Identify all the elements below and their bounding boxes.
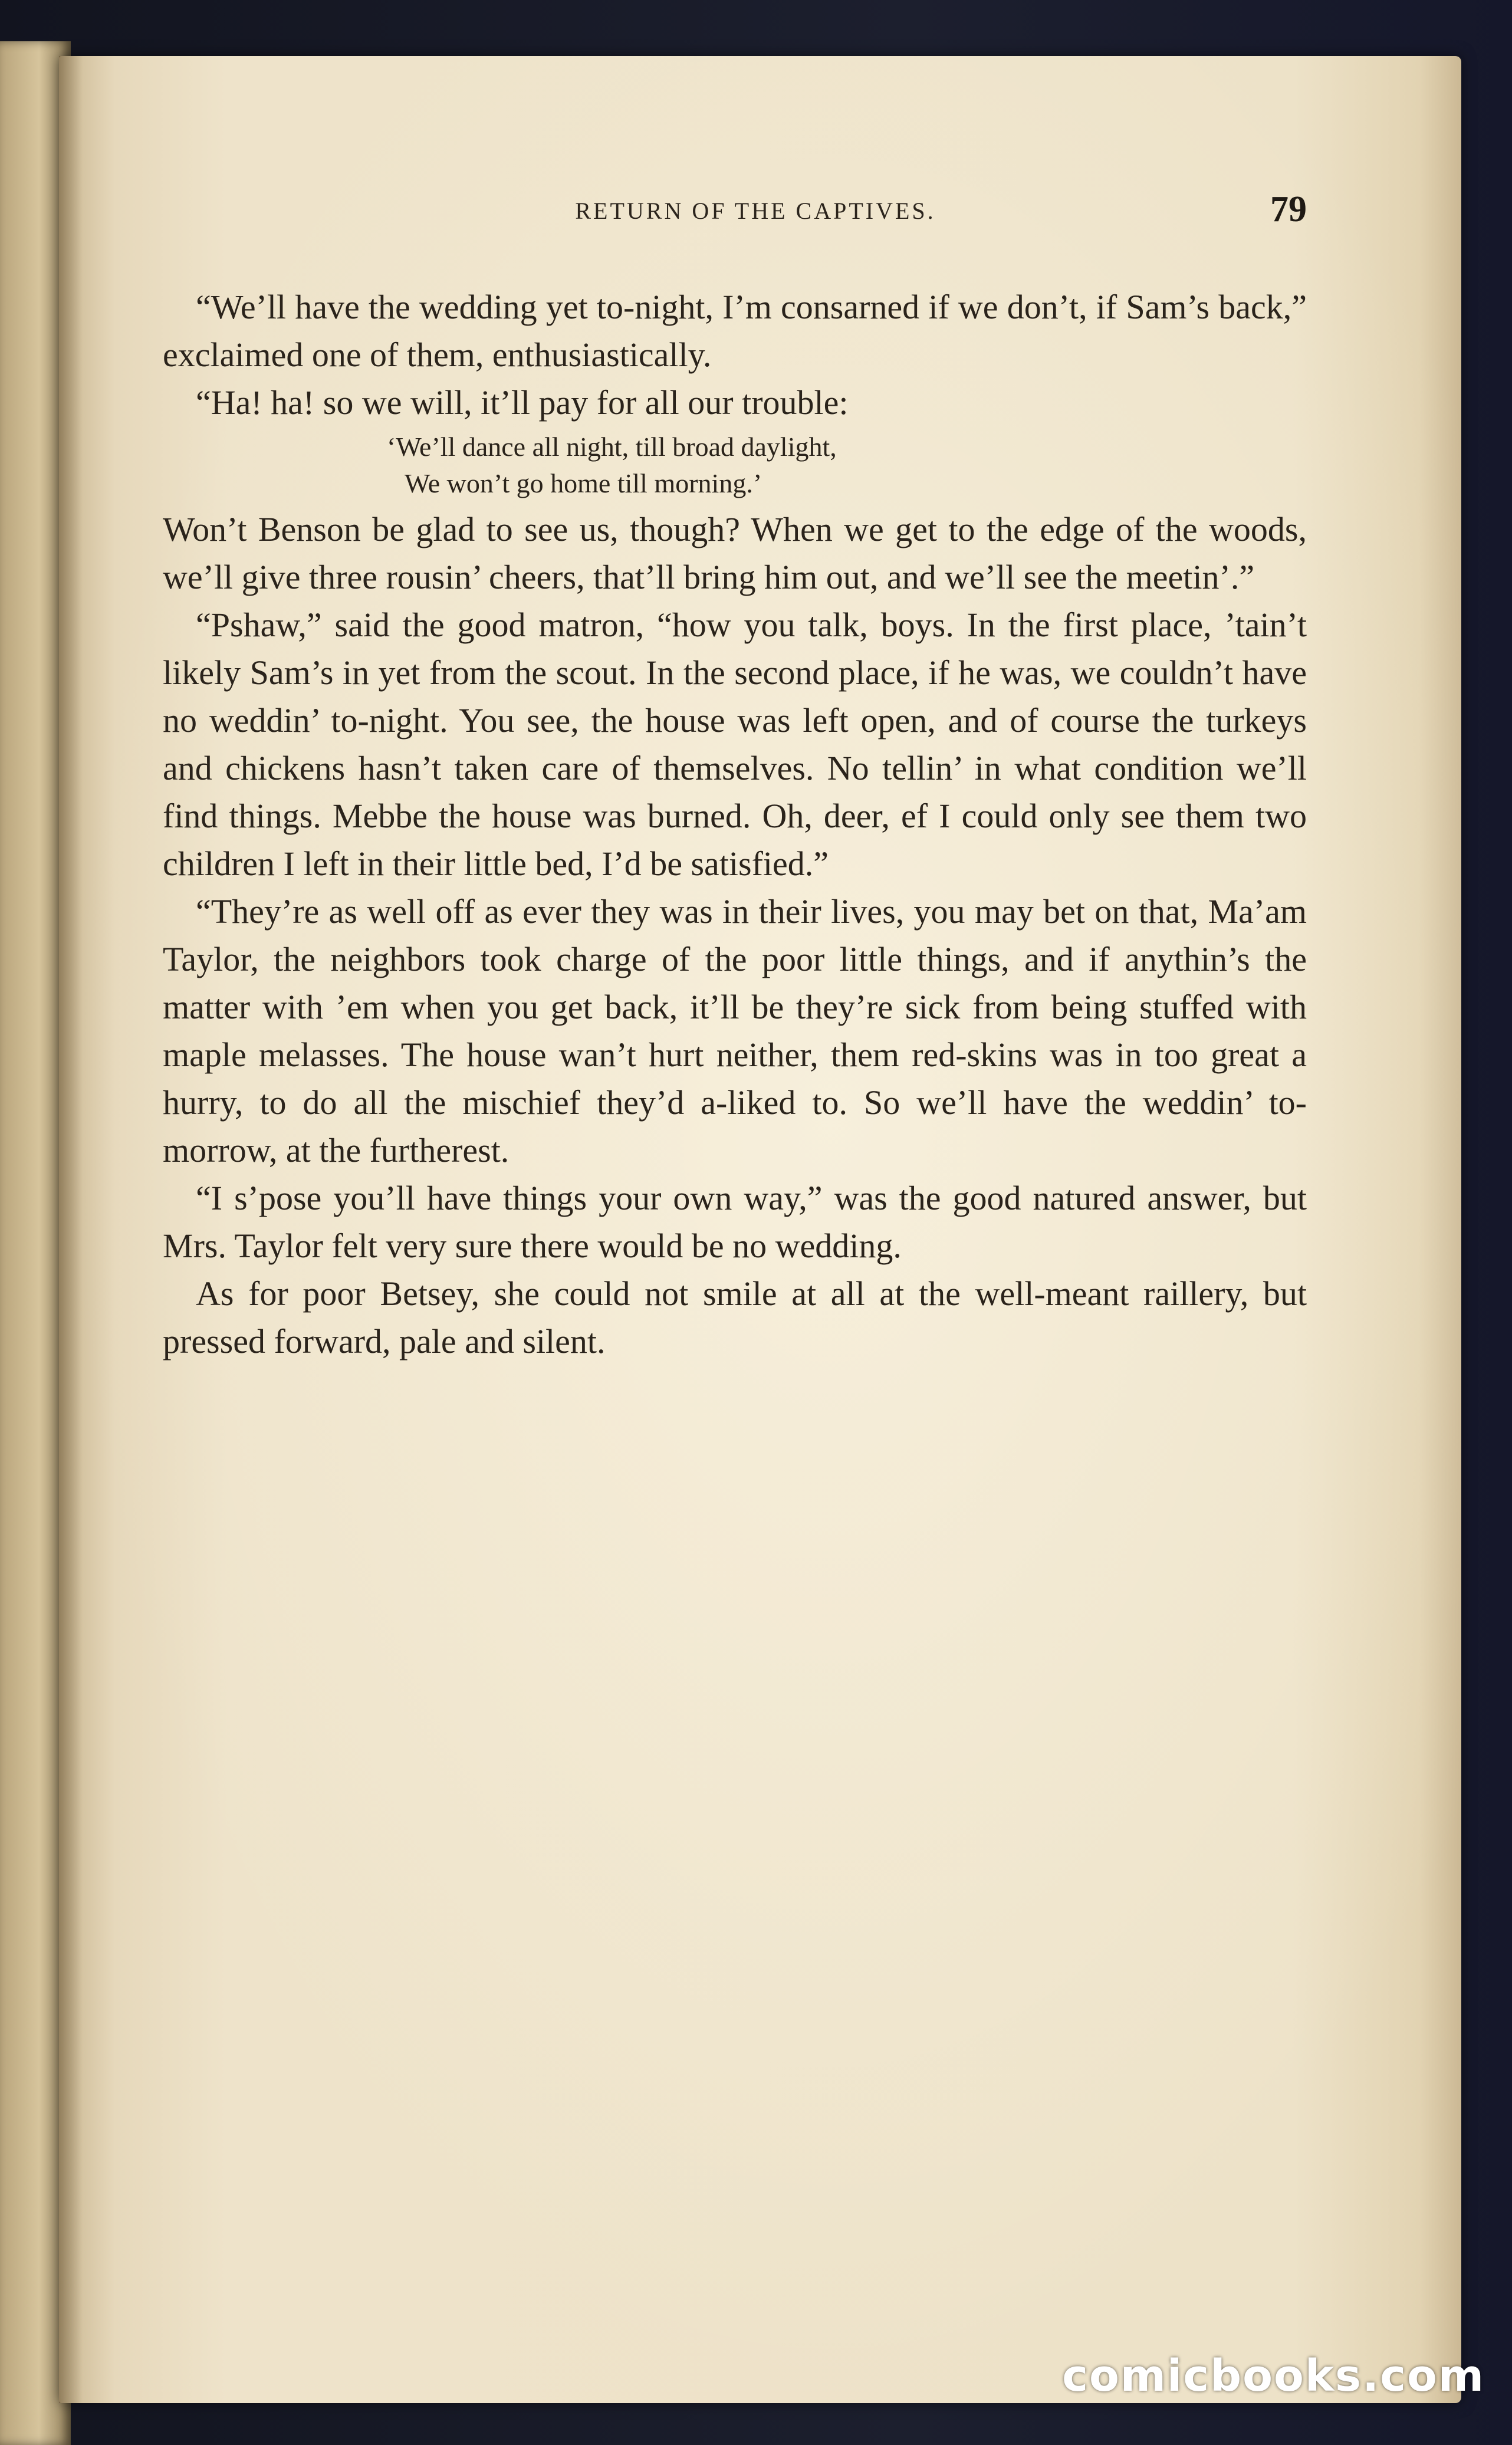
paragraph-2: “Ha! ha! so we will, it’ll pay for all our trouble:: [196, 383, 849, 422]
page-gutter-shadow: [59, 56, 83, 2403]
song-verse: [163, 429, 1307, 502]
paragraph-4: “Pshaw,” said the good matron, “how you talk, boys. In the first place, ’tain’t likely Sam’s in yet from the scout. In the second place, if he was, we couldn’t have no weddin’ to-night. You see, the house was left open, and of course the turkeys and chickens hasn’t taken care of themselves. No tellin’ in what condition we’ll find things. Mebbe the house was burned. Oh, deer, ef I could only see them two children I left in their little bed, I’d be satisfied.”: [163, 606, 1307, 883]
verse-line-1: ‘We’ll dance all night, till broad daylight,: [387, 432, 837, 462]
verse-line-2: We won’t go home till morning.’: [405, 468, 762, 498]
paragraph-3: Won’t Benson be glad to see us, though? When we get to the edge of the woods, we’ll give three rousin’ cheers, that’ll bring him out, and we’ll see the meetin’.”: [163, 510, 1307, 596]
paragraph-5: “They’re as well off as ever they was in their lives, you may bet on that, Ma’am Taylor, the neighbors took charge of the poor little things, and if anythin’s the matter with ’em when you get back, it’ll be they’re sick from being stuffed with maple melasses. The house wan’t hurt neither, them red-skins was in too great a hurry, to do all the mischief they’d a-liked to. So we’ll have the weddin’ to-morrow, at the furtherest.: [163, 892, 1307, 1169]
running-head: RETURN OF THE CAPTIVES.: [575, 198, 936, 224]
page-header: [163, 189, 1307, 236]
body-text: [163, 283, 1307, 1365]
site-watermark: comicbooks.com: [1062, 2351, 1485, 2401]
paragraph-7: As for poor Betsey, she could not smile at all at the well-meant raillery, but pressed forward, pale and silent.: [163, 1274, 1307, 1360]
paragraph-1: “We’ll have the wedding yet to-night, I’m consarned if we don’t, if Sam’s back,” exclaimed one of them, enthusiastically.: [163, 288, 1307, 374]
page-number: 79: [1270, 189, 1307, 229]
paragraph-6: “I s’pose you’ll have things your own way,” was the good natured answer, but Mrs. Taylor felt very sure there would be no wedding.: [163, 1179, 1307, 1265]
